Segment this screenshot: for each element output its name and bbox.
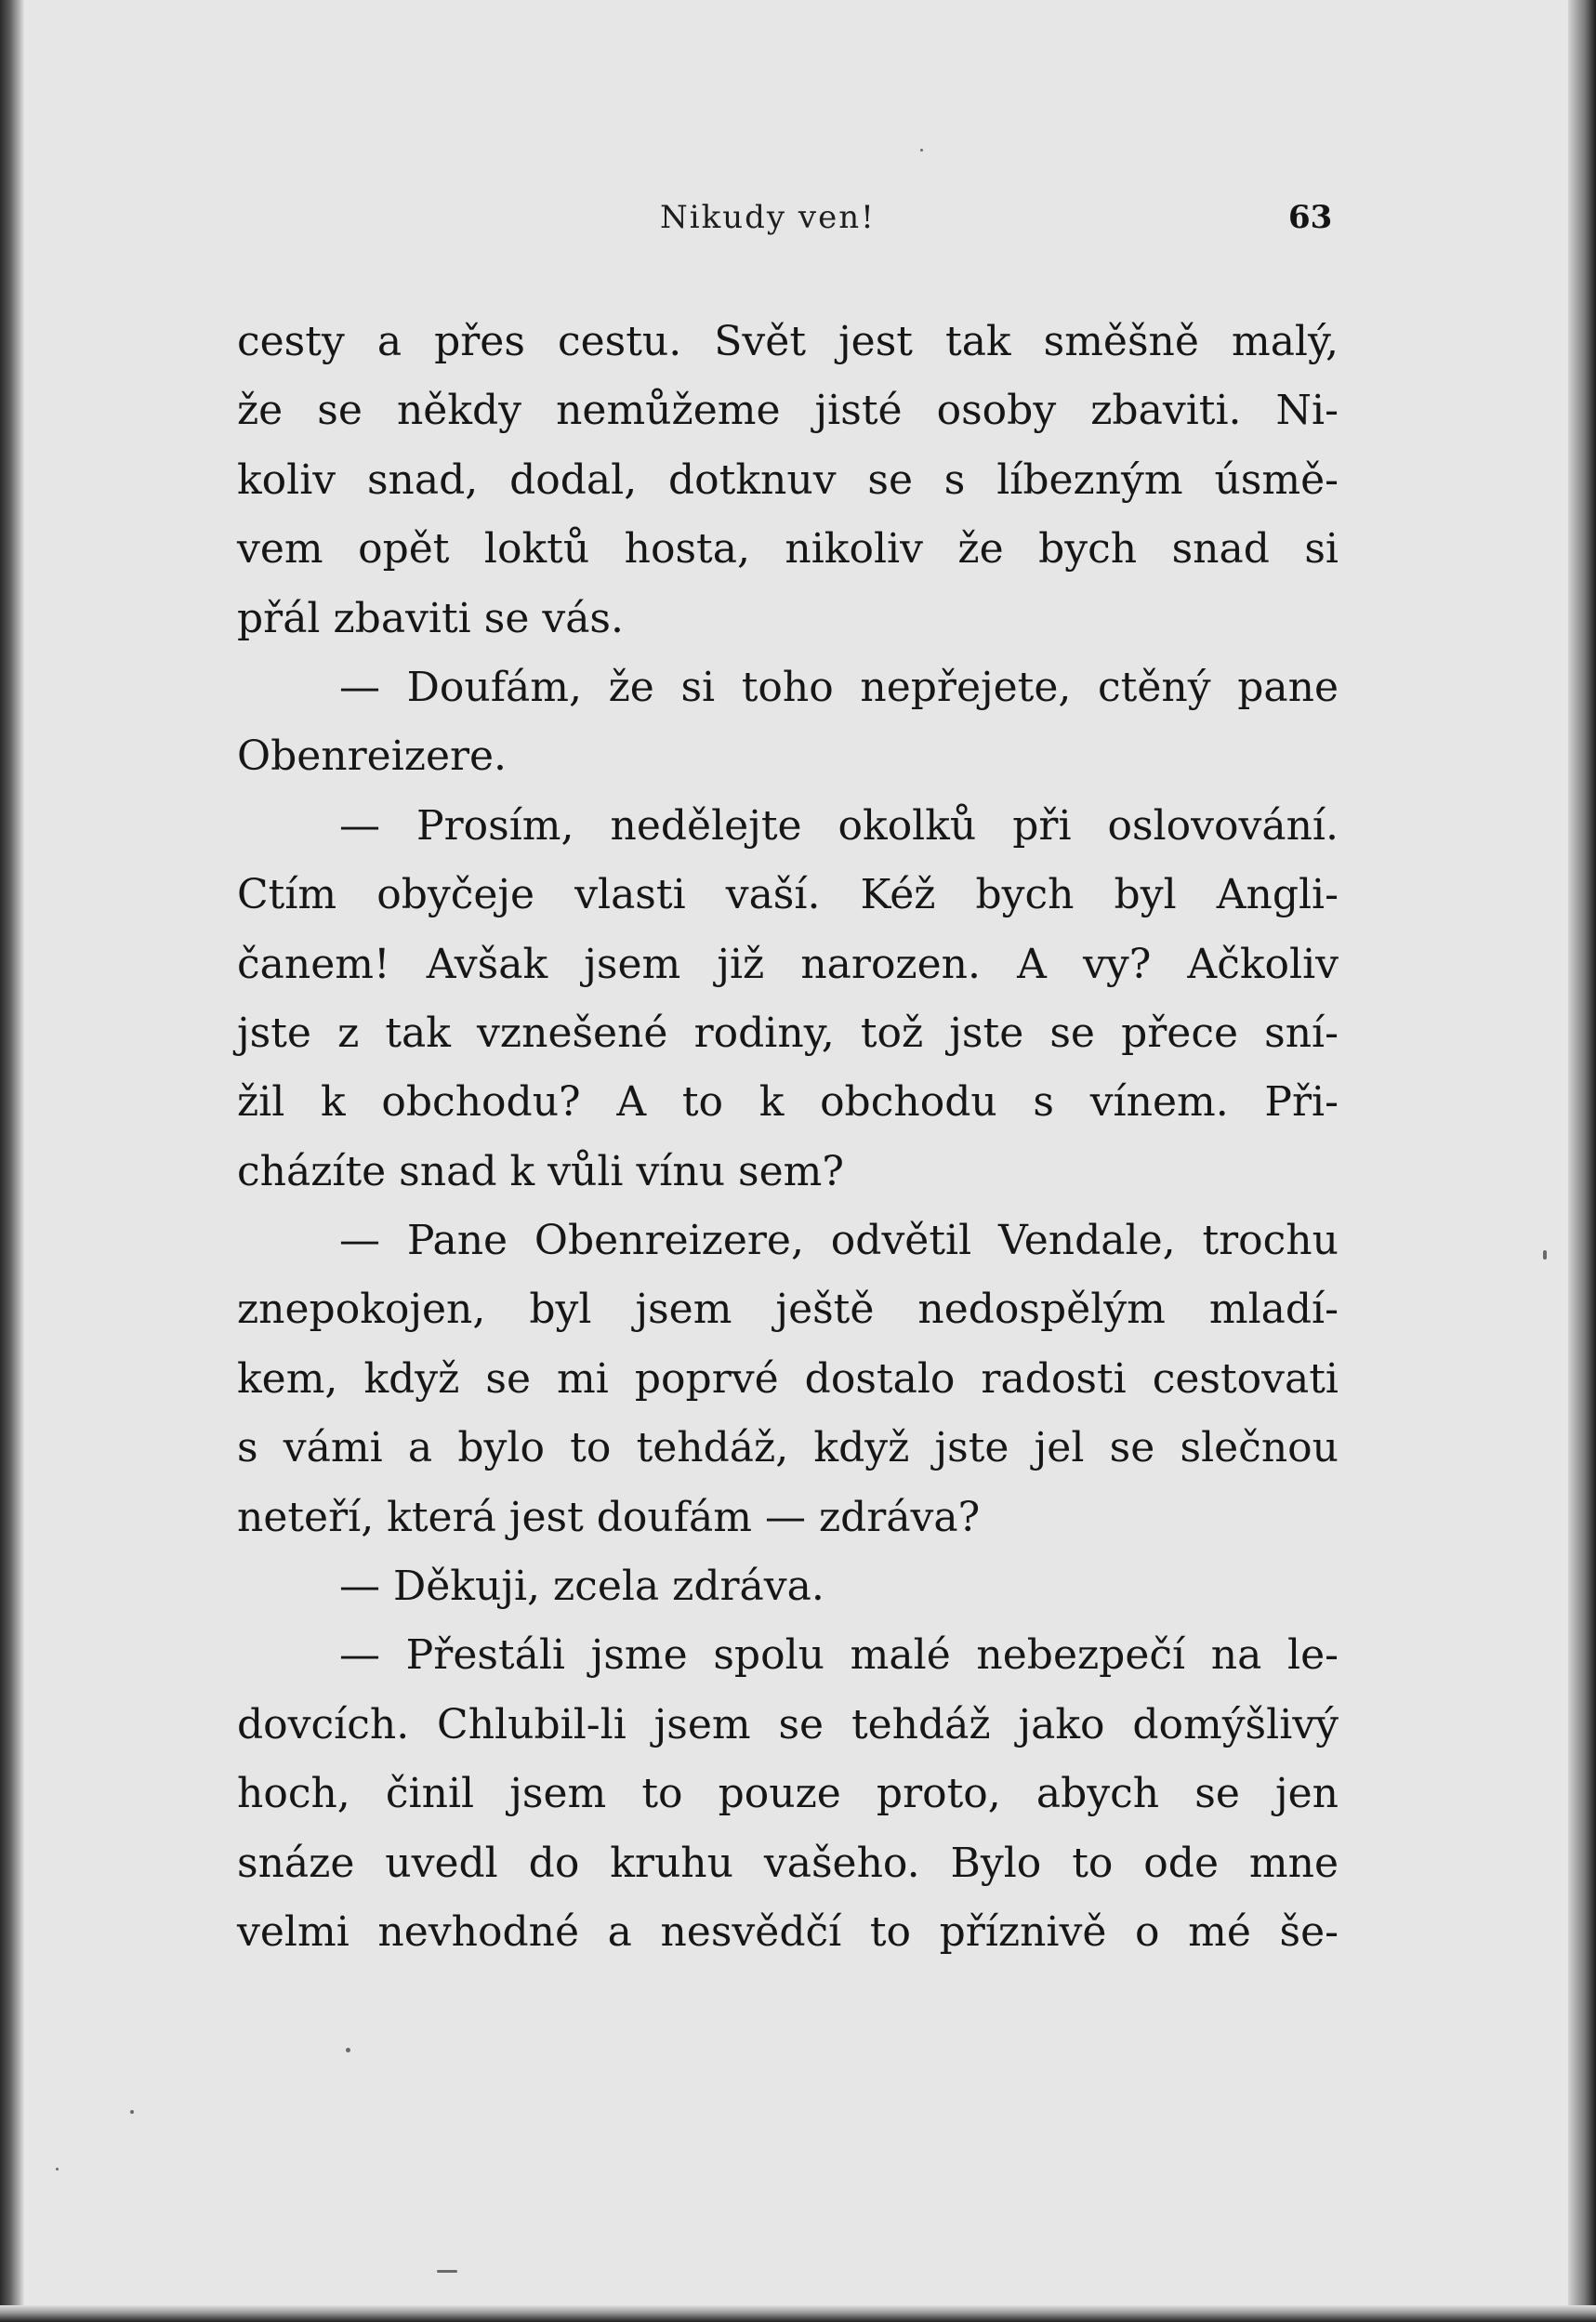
text-line: přál zbaviti se vás.	[237, 594, 625, 642]
text-line: koliv snad, dodal, dotknuv se s líbezným úsmě-	[237, 455, 1339, 504]
text-line: znepokojen, byl jsem ještě nedospělým mladí-	[237, 1286, 1339, 1334]
text-line: cházíte snad k vůli vínu sem?	[237, 1147, 844, 1195]
page-bottom-edge	[0, 2305, 1596, 2322]
paper-speck	[1543, 1250, 1547, 1260]
text-line: hoch, činil jsem to pouze proto, abych se jen	[237, 1770, 1339, 1818]
paper-speck	[130, 2110, 134, 2114]
body-text	[237, 308, 1339, 1967]
paper-speck	[437, 2270, 457, 2273]
text-line: velmi nevhodné a nesvědčí to příznivě o mé še-	[237, 1907, 1339, 1956]
text-line: Ctím obyčeje vlasti vaší. Kéž bych byl Angli-	[237, 871, 1339, 919]
paper-speck	[346, 2048, 350, 2052]
text-line: kem, když se mi poprvé dostalo radosti cestovati	[237, 1354, 1339, 1403]
text-line: cesty a přes cestu. Svět jest tak směšně malý,	[237, 318, 1339, 365]
text-line: — Prosím, nedělejte okolků při oslovování.	[339, 801, 1339, 850]
text-line: snáze uvedl do kruhu vašeho. Bylo to ode mne	[237, 1839, 1339, 1887]
page-number: 63	[1288, 199, 1333, 236]
text-line: — Přestáli jsme spolu malé nebezpečí na le-	[339, 1631, 1339, 1680]
text-line: s vámi a bylo to tehdáž, když jste jel se slečnou	[237, 1424, 1339, 1472]
page-binding-shadow	[0, 0, 24, 2322]
text-line: — Děkuji, zcela zdráva.	[339, 1563, 824, 1611]
text-line: čanem! Avšak jsem již narozen. A vy? Ačkoliv	[237, 940, 1339, 988]
text-line: dovcích. Chlubil-li jsem se tehdáž jako domýšlivý	[237, 1700, 1339, 1748]
text-line: že se někdy nemůžeme jisté osoby zbaviti. Ni-	[237, 387, 1339, 435]
text-line: vem opět loktů hosta, nikoliv že bych snad si	[237, 525, 1339, 574]
running-title: Nikudy ven!	[660, 199, 876, 236]
paper-speck	[56, 2168, 59, 2170]
text-line: neteří, která jest doufám — zdráva?	[237, 1493, 981, 1541]
text-line: jste z tak vznešené rodiny, tož jste se přece sní-	[237, 1009, 1339, 1057]
text-line: žil k obchodu? A to k obchodu s vínem. Při-	[237, 1078, 1339, 1127]
paper-speck	[920, 149, 923, 152]
text-line: Obenreizere.	[237, 732, 508, 781]
text-line: — Doufám, že si toho nepřejete, ctěný pane	[339, 663, 1339, 711]
page-edge-shadow	[1568, 0, 1596, 2322]
text-line: — Pane Obenreizere, odvětil Vendale, trochu	[339, 1217, 1339, 1265]
